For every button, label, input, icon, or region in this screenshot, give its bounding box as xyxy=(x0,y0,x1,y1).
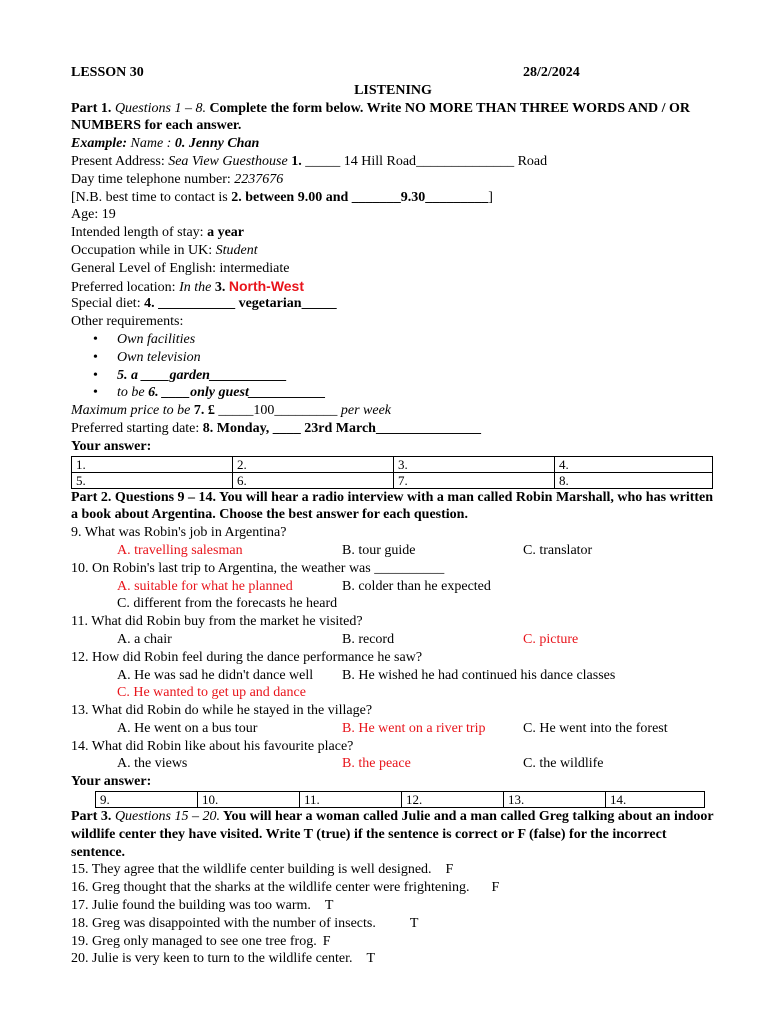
your-answer-label: Your answer: xyxy=(71,438,152,454)
stay-line: Intended length of stay: a year xyxy=(71,225,245,241)
options-10-c: C. different from the forecasts he heard xyxy=(117,596,338,612)
age-line: Age: 19 xyxy=(71,207,116,223)
occupation-line: Occupation while in UK: Student xyxy=(71,242,258,258)
tf-answer: F xyxy=(491,880,500,896)
answer-cell[interactable]: 12. xyxy=(402,792,504,808)
question-12: 12. How did Robin feel during the dance performance he saw? xyxy=(71,649,423,665)
answer-cell[interactable]: 9. xyxy=(96,792,198,808)
question-11: 11. What did Robin buy from the market he visited? xyxy=(71,614,363,630)
level-line: General Level of English: intermediate xyxy=(71,260,290,276)
your-answer-label: Your answer: xyxy=(71,774,152,790)
question-13: 13. What did Robin do while he stayed in the village? xyxy=(71,703,373,719)
section-title: LISTENING xyxy=(354,82,432,98)
answer-cell[interactable]: 11. xyxy=(300,792,402,808)
part2-heading: Part 2. Questions 9 – 14. You will hear a radio interview with a man called Robin Marshall, who has written a book about Argentina. Choose the best answer for each question. xyxy=(71,489,714,523)
options-14: A. the views B. the peace C. the wildlife xyxy=(117,756,604,772)
part1-heading: Part 1. Questions 1 – 8. Complete the form below. Write NO MORE THAN THREE WORDS AND / OR NUMBERS for each answer. xyxy=(71,100,690,134)
list-item: • Own facilities xyxy=(71,331,715,349)
start-date-line: Preferred starting date: 8. Monday, ____ 23rd March_______________ xyxy=(71,420,481,436)
answer-cell[interactable]: 7. xyxy=(394,472,555,488)
table-row xyxy=(72,472,713,488)
options-13: A. He went on a bus tour B. He went on a river trip C. He went into the forest xyxy=(117,720,668,736)
question-10: 10. On Robin's last trip to Argentina, the weather was __________ xyxy=(71,560,445,576)
tf-answer: F xyxy=(445,862,454,878)
answer-3: North-West xyxy=(228,277,305,294)
answer-cell[interactable]: 4. xyxy=(555,456,713,472)
answer-cell[interactable]: 8. xyxy=(555,472,713,488)
options-10: A. suitable for what he planned B. colder than he expected xyxy=(117,578,491,594)
answer-cell[interactable]: 6. xyxy=(233,472,394,488)
address-line: Present Address: Sea View Guesthouse 1. _____ 14 Hill Road______________ Road xyxy=(71,153,548,169)
lesson-number: LESSON 30 xyxy=(71,65,144,80)
answer-cell[interactable]: 2. xyxy=(233,456,394,472)
question-9: 9. What was Robin's job in Argentina? xyxy=(71,525,287,541)
answer-cell[interactable]: 1. xyxy=(72,456,233,472)
diet-line: Special diet: 4. ___________ vegetarian_____ xyxy=(71,296,337,312)
location-line: Preferred location: In the 3. North-West xyxy=(71,277,305,295)
worksheet xyxy=(71,64,715,968)
question-14: 14. What did Robin like about his favourite place? xyxy=(71,738,354,754)
statement-15: 15. They agree that the wildlife center building is well designed. F xyxy=(71,862,454,878)
table-row xyxy=(96,792,705,808)
statement-19: 19. Greg only managed to see one tree frog. F xyxy=(71,933,331,949)
tf-answer: T xyxy=(409,915,419,931)
statement-18: 18. Greg was disappointed with the number of insects. T xyxy=(71,915,419,931)
options-9: A. travelling salesman B. tour guide C. translator xyxy=(117,542,593,558)
statement-20: 20. Julie is very keen to turn to the wildlife center. T xyxy=(71,951,376,967)
answer-table-part2 xyxy=(95,791,705,808)
tf-answer: F xyxy=(322,933,331,949)
answer-cell[interactable]: 5. xyxy=(72,472,233,488)
statement-16: 16. Greg thought that the sharks at the wildlife center were frightening. F xyxy=(71,880,500,896)
list-item: • Own television xyxy=(71,349,715,367)
lesson-header xyxy=(71,64,715,82)
requirements-list xyxy=(71,331,715,402)
options-12-c: C. He wanted to get up and dance xyxy=(117,685,306,701)
example-line: Example: Name : 0. Jenny Chan xyxy=(71,136,260,152)
answer-cell[interactable]: 13. xyxy=(504,792,606,808)
options-11: A. a chair B. record C. picture xyxy=(117,631,579,647)
statement-17: 17. Julie found the building was too warm. T xyxy=(71,898,334,914)
tf-answer: T xyxy=(324,898,334,914)
list-item: • to be 6. ____only guest___________ xyxy=(71,384,715,402)
table-row xyxy=(72,456,713,472)
contact-time-line: [N.B. best time to contact is 2. between 9.00 and _______9.30_________] xyxy=(71,189,493,205)
other-requirements-label: Other requirements: xyxy=(71,314,184,330)
answer-cell[interactable]: 14. xyxy=(606,792,705,808)
list-item: • 5. a ____garden___________ xyxy=(71,367,715,385)
answer-table-part1 xyxy=(71,456,713,489)
tf-answer: T xyxy=(366,951,376,967)
price-line: Maximum price to be 7. £ _____100_________ per week xyxy=(71,403,392,419)
options-12: A. He was sad he didn't dance well B. He wished he had continued his dance classes xyxy=(117,667,616,683)
answer-cell[interactable]: 10. xyxy=(198,792,300,808)
part3-heading: Part 3. Questions 15 – 20. You will hear a woman called Julie and a man called Greg talking about an indoor wildlife center they have visited. Write T (true) if the sentence is correct or F (false) for the incorrect sentence. xyxy=(71,809,714,860)
answer-cell[interactable]: 3. xyxy=(394,456,555,472)
phone-line: Day time telephone number: 2237676 xyxy=(71,171,284,187)
lesson-date: 28/2/2024 xyxy=(523,65,580,80)
